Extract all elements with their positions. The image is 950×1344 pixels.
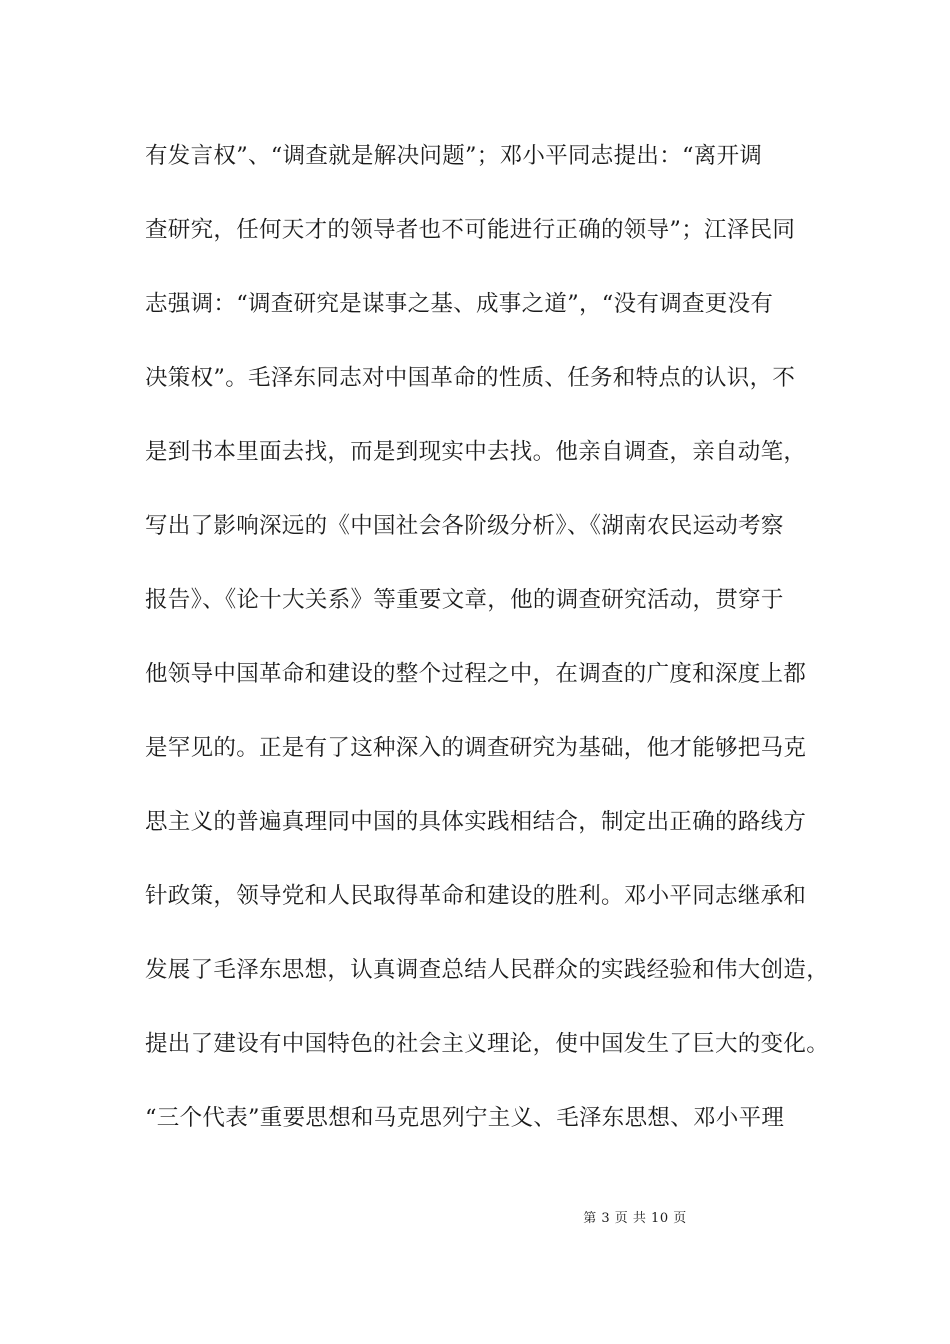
text-line-6: 写出了影响深远的《中国社会各阶级分析》、《湖南农民运动考察 xyxy=(145,513,784,539)
text-line-9: 是罕见的。正是有了这种深入的调查研究为基础，他才能够把马克 xyxy=(145,735,807,761)
text-line-10: 思主义的普遍真理同中国的具体实践相结合，制定出正确的路线方 xyxy=(145,809,807,835)
text-line-8: 他领导中国革命和建设的整个过程之中，在调查的广度和深度上都 xyxy=(145,661,807,687)
text-line-2: 查研究，任何天才的领导者也不可能进行正确的领导”；江泽民同 xyxy=(145,217,796,243)
text-line-3: 志强调：“调查研究是谋事之基、成事之道”，“没有调查更没有 xyxy=(145,291,774,317)
text-line-1: 有发言权”、“调查就是解决问题”；邓小平同志提出：“离开调 xyxy=(145,143,763,169)
text-line-11: 针政策，领导党和人民取得革命和建设的胜利。邓小平同志继承和 xyxy=(145,883,807,909)
text-line-5: 是到书本里面去找，而是到现实中去找。他亲自调查，亲自动笔， xyxy=(145,439,807,465)
page-number: 第 3 页 共 10 页 xyxy=(583,1211,687,1226)
text-line-7: 报告》、《论十大关系》等重要文章，他的调查研究活动，贯穿于 xyxy=(145,587,784,613)
text-line-4: 决策权”。毛泽东同志对中国革命的性质、任务和特点的认识，不 xyxy=(145,365,796,391)
body-text xyxy=(145,133,835,1169)
text-line-13: 提出了建设有中国特色的社会主义理论，使中国发生了巨大的变化。 xyxy=(145,1031,830,1057)
text-line-12: 发展了毛泽东思想，认真调查总结人民群众的实践经验和伟大创造， xyxy=(145,957,830,983)
page-footer xyxy=(0,1207,950,1226)
text-line-14: “三个代表”重要思想和马克思列宁主义、毛泽东思想、邓小平理 xyxy=(145,1105,785,1131)
